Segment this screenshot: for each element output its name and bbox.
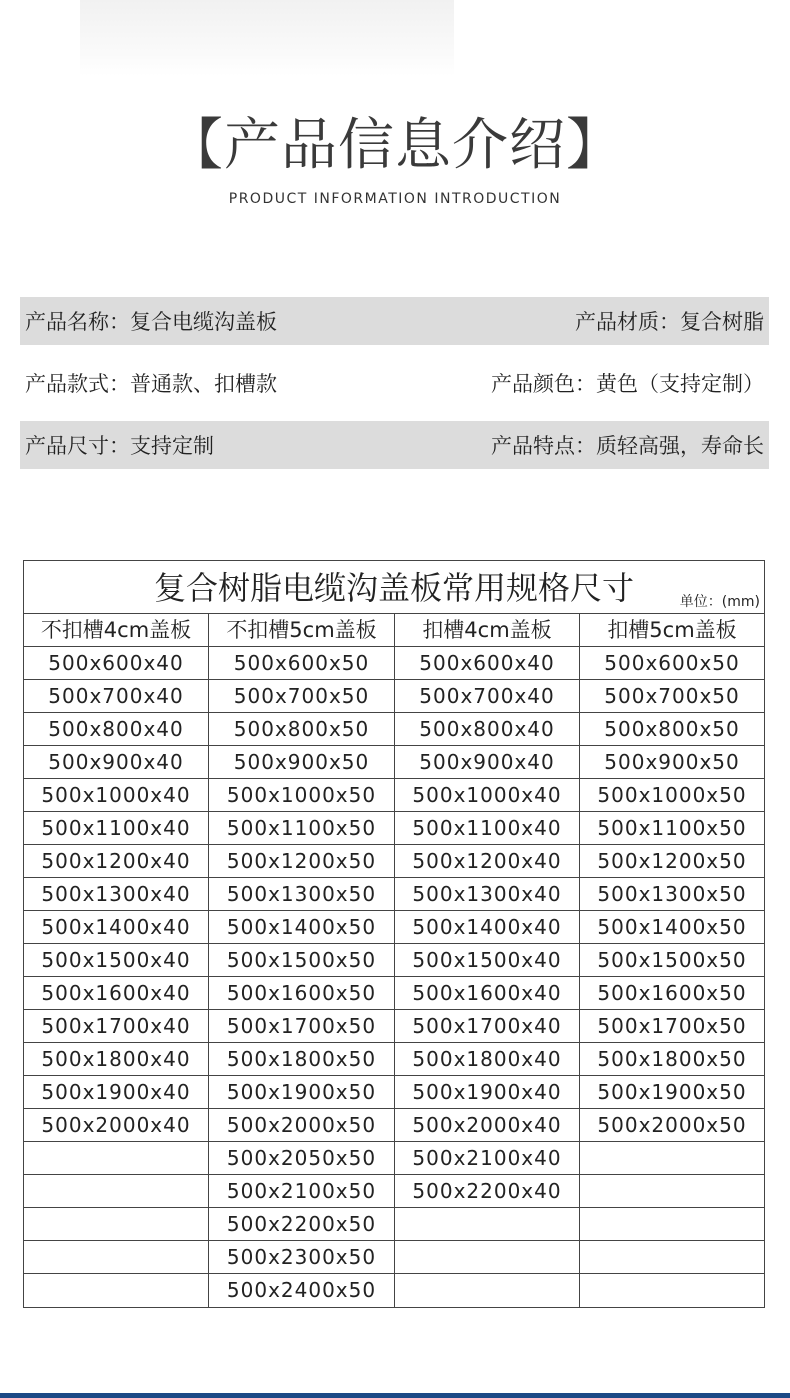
column-header: 不扣槽5cm盖板 (209, 614, 395, 647)
table-cell (580, 1274, 764, 1307)
table-cell: 500x2000x40 (24, 1109, 209, 1142)
table-cell: 500x1500x40 (395, 944, 580, 977)
table-cell: 500x2050x50 (209, 1142, 395, 1175)
table-cell: 500x1400x50 (580, 911, 764, 944)
table-cell: 500x1300x40 (24, 878, 209, 911)
spec-table-title-row (24, 561, 764, 614)
table-cell: 500x1700x50 (209, 1010, 395, 1043)
table-cell: 500x600x50 (209, 647, 395, 680)
table-cell: 500x1500x40 (24, 944, 209, 977)
table-cell: 500x900x50 (209, 746, 395, 779)
spec-table-title: 复合树脂电缆沟盖板常用规格尺寸 (153, 569, 634, 607)
info-product-color: 产品颜色：黄色（支持定制） (491, 372, 764, 396)
table-cell: 500x2400x50 (209, 1274, 395, 1307)
table-cell: 500x1000x40 (395, 779, 580, 812)
spec-table-grid (24, 614, 764, 1307)
table-cell: 500x1900x50 (580, 1076, 764, 1109)
spec-table (23, 560, 765, 1308)
table-cell: 500x1700x50 (580, 1010, 764, 1043)
table-cell: 500x1700x40 (24, 1010, 209, 1043)
info-product-size: 产品尺寸：支持定制 (25, 434, 214, 458)
table-cell: 500x2200x50 (209, 1208, 395, 1241)
table-cell: 500x1300x50 (580, 878, 764, 911)
info-product-material: 产品材质：复合树脂 (575, 310, 764, 334)
table-cell: 500x800x50 (580, 713, 764, 746)
table-cell: 500x900x40 (24, 746, 209, 779)
table-cell: 500x1100x50 (580, 812, 764, 845)
table-cell: 500x2100x50 (209, 1175, 395, 1208)
table-cell: 500x1100x40 (24, 812, 209, 845)
table-cell: 500x1400x40 (395, 911, 580, 944)
spec-table-unit: 单位：(mm) (679, 594, 760, 610)
table-cell: 500x1600x40 (395, 977, 580, 1010)
table-cell (395, 1208, 580, 1241)
product-info-list (20, 297, 769, 483)
table-cell: 500x1700x40 (395, 1010, 580, 1043)
page-title: 【产品信息介绍】 (167, 113, 623, 178)
table-cell: 500x1500x50 (209, 944, 395, 977)
table-cell (580, 1241, 764, 1274)
table-cell: 500x900x50 (580, 746, 764, 779)
table-cell: 500x1300x40 (395, 878, 580, 911)
table-cell: 500x2100x40 (395, 1142, 580, 1175)
bottom-accent-line (0, 1393, 790, 1398)
column-header: 不扣槽4cm盖板 (24, 614, 209, 647)
table-cell: 500x1800x40 (395, 1043, 580, 1076)
info-row-style (20, 359, 769, 407)
table-cell: 500x2000x40 (395, 1109, 580, 1142)
table-cell: 500x1200x40 (395, 845, 580, 878)
info-row-size (20, 421, 769, 469)
table-cell: 500x1900x40 (395, 1076, 580, 1109)
table-cell: 500x600x40 (395, 647, 580, 680)
table-cell (580, 1175, 764, 1208)
table-cell: 500x1800x50 (209, 1043, 395, 1076)
table-cell (24, 1241, 209, 1274)
table-cell: 500x1400x50 (209, 911, 395, 944)
table-cell (580, 1208, 764, 1241)
table-cell: 500x1600x50 (209, 977, 395, 1010)
info-row-name (20, 297, 769, 345)
table-cell: 500x700x40 (395, 680, 580, 713)
table-cell: 500x1600x40 (24, 977, 209, 1010)
table-cell: 500x1200x50 (209, 845, 395, 878)
table-cell: 500x700x50 (580, 680, 764, 713)
table-cell (24, 1274, 209, 1307)
table-cell: 500x700x50 (209, 680, 395, 713)
table-cell: 500x1000x40 (24, 779, 209, 812)
table-cell: 500x1100x50 (209, 812, 395, 845)
info-product-name: 产品名称：复合电缆沟盖板 (25, 310, 277, 334)
table-cell (24, 1142, 209, 1175)
table-cell: 500x1900x40 (24, 1076, 209, 1109)
table-cell (395, 1241, 580, 1274)
info-product-style: 产品款式：普通款、扣槽款 (25, 372, 277, 396)
table-cell (580, 1142, 764, 1175)
table-cell: 500x1400x40 (24, 911, 209, 944)
table-cell: 500x1500x50 (580, 944, 764, 977)
table-cell: 500x2200x40 (395, 1175, 580, 1208)
table-cell (24, 1175, 209, 1208)
table-cell: 500x800x40 (395, 713, 580, 746)
top-image-fade (80, 0, 454, 76)
table-cell: 500x1900x50 (209, 1076, 395, 1109)
table-cell: 500x1800x40 (24, 1043, 209, 1076)
table-cell: 500x1000x50 (209, 779, 395, 812)
table-cell (24, 1208, 209, 1241)
table-cell: 500x800x50 (209, 713, 395, 746)
table-cell: 500x1600x50 (580, 977, 764, 1010)
column-header: 扣槽5cm盖板 (580, 614, 764, 647)
table-cell: 500x1300x50 (209, 878, 395, 911)
table-cell: 500x1000x50 (580, 779, 764, 812)
table-cell: 500x1100x40 (395, 812, 580, 845)
table-cell: 500x1200x50 (580, 845, 764, 878)
table-cell (395, 1274, 580, 1307)
table-cell: 500x800x40 (24, 713, 209, 746)
info-product-features: 产品特点：质轻高强，寿命长 (491, 434, 764, 458)
table-cell: 500x600x50 (580, 647, 764, 680)
table-cell: 500x900x40 (395, 746, 580, 779)
column-header: 扣槽4cm盖板 (395, 614, 580, 647)
table-cell: 500x2000x50 (209, 1109, 395, 1142)
table-cell: 500x2000x50 (580, 1109, 764, 1142)
table-cell: 500x700x40 (24, 680, 209, 713)
table-cell: 500x1200x40 (24, 845, 209, 878)
table-cell: 500x600x40 (24, 647, 209, 680)
table-cell: 500x1800x50 (580, 1043, 764, 1076)
page-subtitle: PRODUCT INFORMATION INTRODUCTION (228, 191, 562, 207)
table-cell: 500x2300x50 (209, 1241, 395, 1274)
